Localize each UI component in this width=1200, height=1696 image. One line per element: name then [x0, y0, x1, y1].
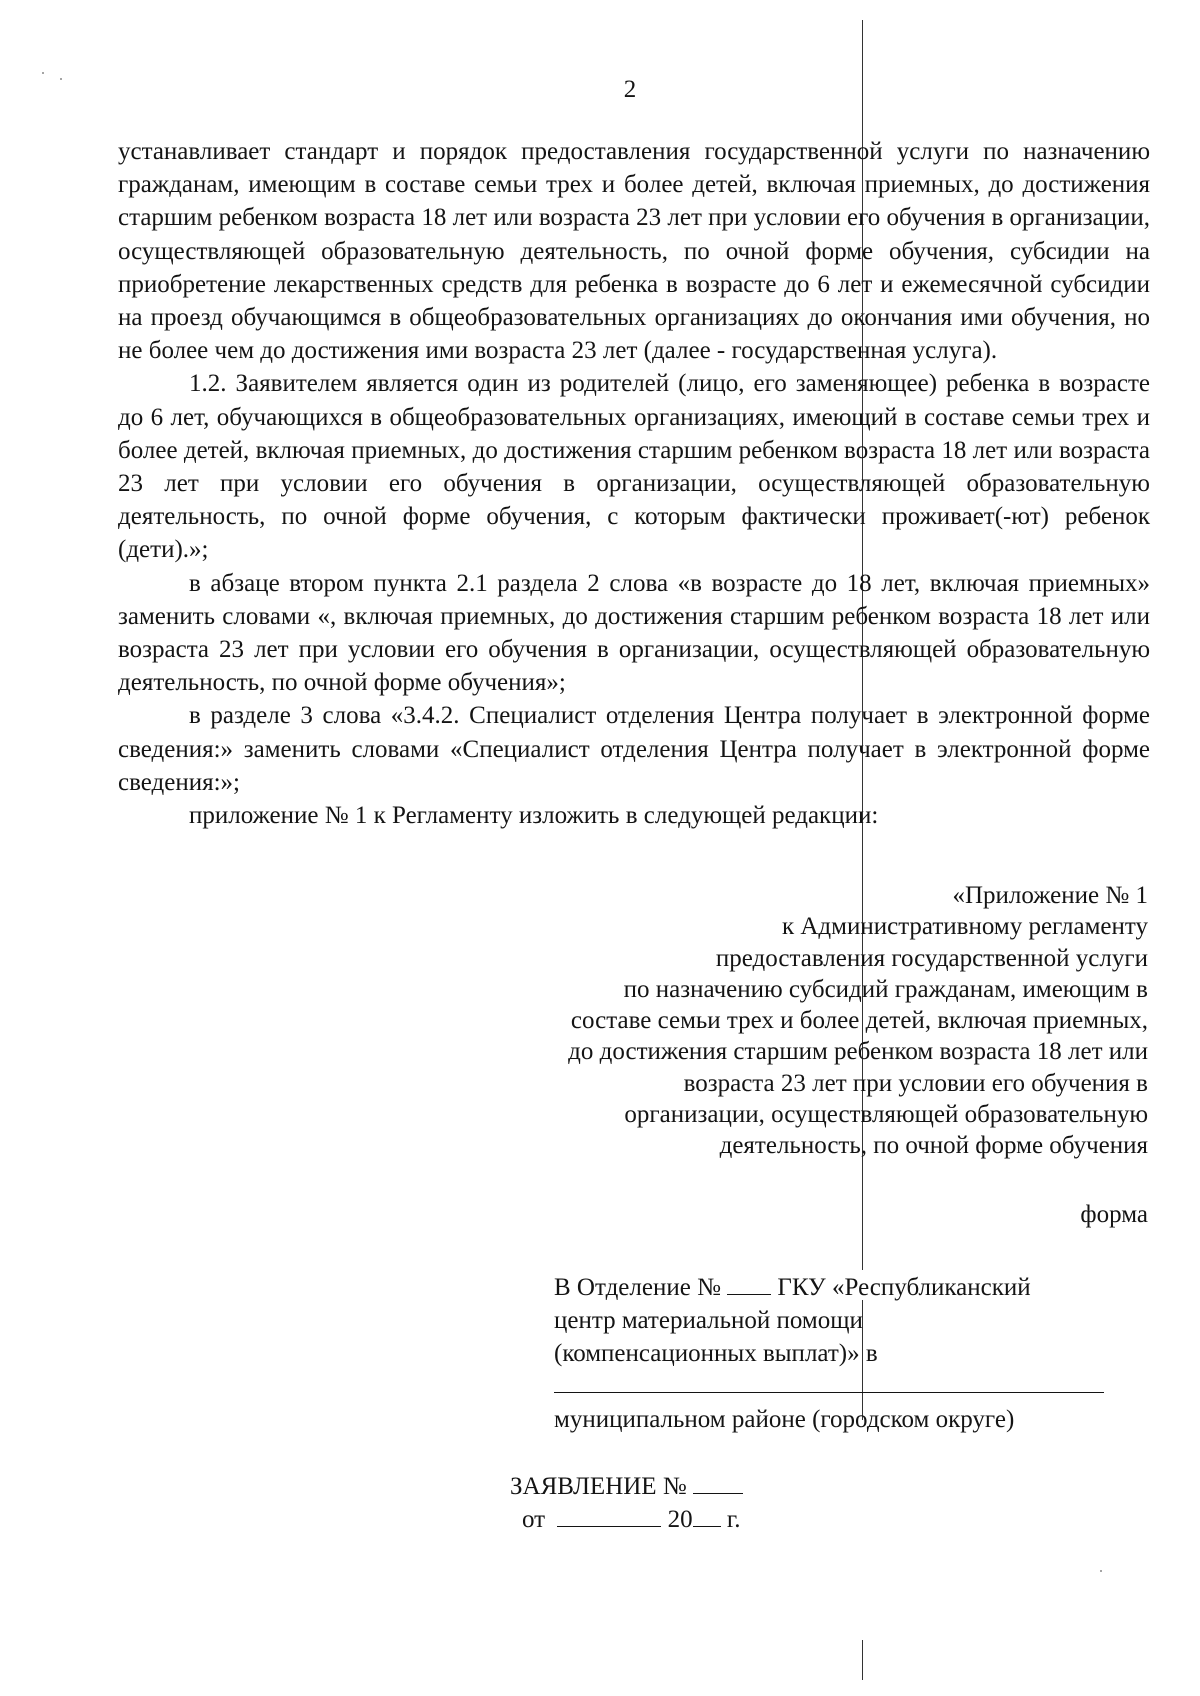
statement-date-line: [510, 1503, 743, 1536]
paragraph-amendment-3: в разделе 3 слова «3.4.2. Специалист отделения Центра получает в электронной форме сведения:» заменить словами «Специалист отделения Центра получает в электронной форме сведения:»;: [118, 702, 1150, 796]
statement-heading: [510, 1470, 743, 1536]
statement-number-field[interactable]: [693, 1471, 743, 1494]
appendix-line: деятельность, по очной форме обучения: [719, 1132, 1148, 1160]
statement-title: ЗАЯВЛЕНИЕ №: [510, 1473, 687, 1500]
appendix-line: до достижения старшим ребенком возраста 18 лет или: [568, 1038, 1148, 1066]
addressee-line-3: (компенсационных выплат)» в: [554, 1340, 878, 1367]
paragraph-1: устанавливает стандарт и порядок предоставления государственной услуги по назначению гражданам, имеющим в составе семьи трех и более детей, включая приемных, до достижения старшим ребенком возраста 18 лет или возраста 23 лет при условии его обучения в организации, осуществляющей образовательную деятельность, по очной форме обучения, субсидии на приобретение лекарственных средств для ребенка в возрасте до 6 лет и ежемесячной субсидии на проезд обучающимся в общеобразовательных организациях до окончания ими обучения, но не более чем до достижения ими возраста 23 лет (далее - государственная услуга).: [118, 138, 1150, 365]
date-day-month-field[interactable]: [557, 1504, 661, 1527]
appendix-line: предоставления государственной услуги: [715, 944, 1148, 972]
district-name-field[interactable]: [554, 1370, 1104, 1393]
paragraph-appendix-intro: приложение № 1 к Регламенту изложить в следующей редакции:: [189, 802, 879, 830]
form-label: форма: [1080, 1201, 1148, 1228]
scan-speck: [42, 72, 44, 74]
appendix-header: [508, 880, 1148, 1162]
addressee-org: ГКУ «Республиканский: [777, 1274, 1031, 1301]
paragraph-1-2: 1.2. Заявителем является один из родителей (лицо, его заменяющее) ребенка в возрасте до 6 лет, обучающихся в общеобразовательных организациях, имеющий в составе семьи трех и более детей, включая приемных, до достижения старшим ребенком возраста 18 лет или возраста 23 лет при условии его обучения в организации, осуществляющей образовательную деятельность, по очной форме обучения, с которым фактически проживает(-ют) ребенок (дети).»;: [118, 370, 1150, 564]
addressee-prefix: В Отделение №: [554, 1274, 721, 1301]
appendix-line: «Приложение № 1: [952, 882, 1148, 909]
paragraph-amendment-2-1: в абзаце втором пункта 2.1 раздела 2 слова «в возрасте до 18 лет, включая приемных» заменить словами «, включая приемных, до достижения старшим ребенком возраста 18 лет или возраста 23 лет при условии его обучения в организации, осуществляющей образовательную деятельность, по очной форме обучения»;: [118, 569, 1150, 697]
main-body-text: [118, 135, 1150, 832]
appendix-line: составе семьи трех и более детей, включая приемных,: [570, 1007, 1148, 1035]
date-suffix: г.: [726, 1506, 741, 1533]
addressee-line-1: [554, 1271, 1114, 1304]
department-number-field[interactable]: [727, 1272, 771, 1295]
appendix-line: возраста 23 лет при условии его обучения в: [683, 1069, 1148, 1097]
appendix-line: к Административному регламенту: [781, 913, 1148, 941]
page-number: 2: [623, 76, 637, 103]
appendix-line: организации, осуществляющей образовательную: [624, 1101, 1148, 1129]
appendix-line: по назначению субсидий гражданам, имеющим в: [623, 975, 1148, 1003]
date-year-prefix: 20: [667, 1506, 693, 1533]
date-prefix: от: [522, 1506, 546, 1533]
statement-title-line: [510, 1470, 743, 1503]
date-year-field[interactable]: [693, 1504, 721, 1527]
scan-speck: [1100, 1570, 1102, 1572]
addressee-line-4: муниципальном районе (городском округе): [554, 1406, 1015, 1433]
addressee-line-2: центр материальной помощи: [554, 1307, 863, 1334]
addressee-block: [554, 1271, 1114, 1436]
scan-fold-line-bottom: [862, 1640, 863, 1680]
